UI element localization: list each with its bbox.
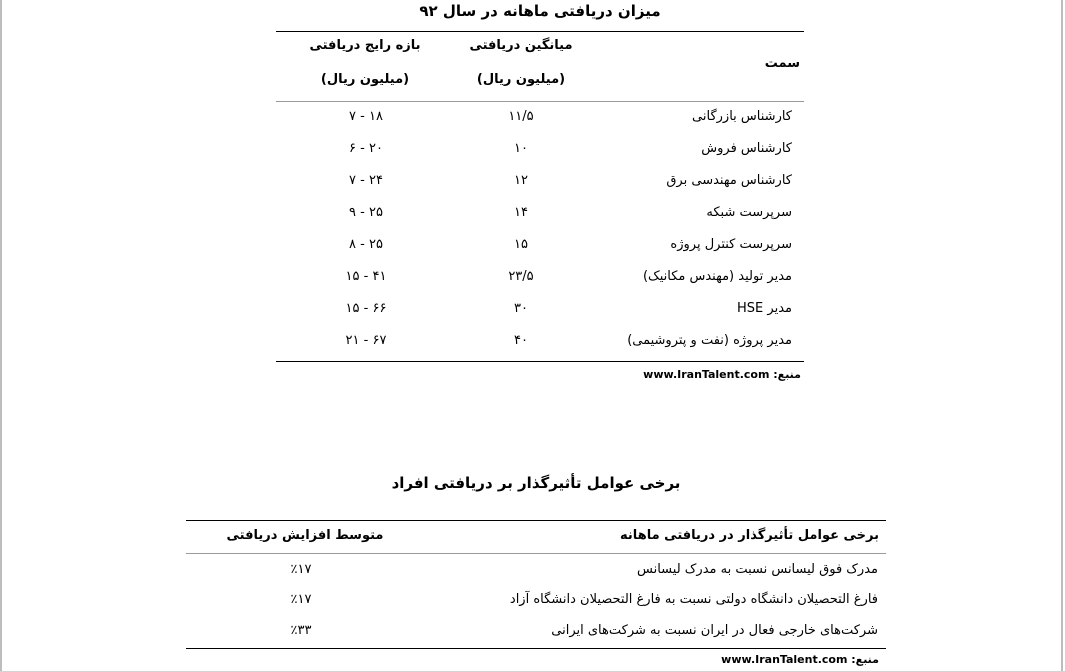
- page-left-border: [0, 0, 2, 671]
- job-title: مدیر پروژه (نفت و پتروشیمی): [627, 333, 792, 348]
- header-range-line2: (میلیون ریال): [320, 72, 410, 87]
- table-row: [276, 293, 792, 325]
- avg-salary: ۱۵: [514, 237, 528, 252]
- factor-text: فارغ التحصیلان دانشگاه دولتی نسبت به فارغ التحصیلان دانشگاه آزاد: [509, 592, 878, 607]
- salary-range: ۱۵ - ۶۶: [345, 301, 387, 316]
- factor-text: شرکت‌های خارجی فعال در ایران نسبت به شرکت‌های ایرانی: [551, 623, 878, 638]
- salary-range: ۷ - ۲۴: [349, 173, 383, 188]
- table-row: [276, 197, 792, 229]
- table-row: [276, 165, 792, 197]
- salary-range: ۱۵ - ۴۱: [345, 269, 387, 284]
- job-title: کارشناس بازرگانی: [692, 109, 792, 124]
- job-title: کارشناس مهندسی برق: [666, 173, 792, 188]
- factor-text: مدرک فوق لیسانس نسبت به مدرک لیسانس: [637, 562, 878, 577]
- table-row: [276, 101, 792, 133]
- avg-salary: ۲۳/۵: [508, 269, 534, 284]
- table2-source: منبع: www.IranTalent.com: [721, 653, 879, 666]
- increase-percent: ٪۳۳: [290, 623, 312, 638]
- table-row: [186, 584, 878, 616]
- table-row: [276, 229, 792, 261]
- salary-range: ۸ - ۲۵: [349, 237, 383, 252]
- table-row: [276, 133, 792, 165]
- salary-range: ۷ - ۱۸: [349, 109, 383, 124]
- increase-percent: ٪۱۷: [290, 562, 312, 577]
- header-increase: متوسط افزایش دریافتی: [226, 528, 384, 543]
- job-title: سرپرست کنترل پروژه: [670, 237, 792, 252]
- job-title: مدیر HSE: [737, 301, 792, 316]
- job-title: کارشناس فروش: [701, 141, 792, 156]
- avg-salary: ۱۴: [514, 205, 528, 220]
- salary-range: ۲۱ - ۶۷: [345, 333, 387, 348]
- table1-bottom-rule: [276, 361, 804, 362]
- table-row: [276, 261, 792, 293]
- table1-source: منبع: www.IranTalent.com: [643, 368, 801, 381]
- page-right-border: [1061, 0, 1063, 671]
- table2-top-rule: [186, 520, 886, 521]
- table1-top-rule: [276, 31, 804, 32]
- job-title: سرپرست شبکه: [706, 205, 792, 220]
- table2-title: برخی عوامل تأثیرگذار بر دریافتی افراد: [391, 474, 681, 492]
- table-row: [186, 615, 878, 647]
- table-row: [186, 554, 878, 586]
- salary-range: ۶ - ۲۰: [349, 141, 383, 156]
- avg-salary: ۱۲: [514, 173, 528, 188]
- avg-salary: ۳۰: [514, 301, 528, 316]
- avg-salary: ۱۱/۵: [508, 109, 534, 124]
- avg-salary: ۱۰: [514, 141, 528, 156]
- header-range-line1: بازه رایج دریافتی: [309, 38, 421, 53]
- header-factor: برخی عوامل تأثیرگذار در دریافتی ماهانه: [620, 528, 879, 543]
- avg-salary: ۴۰: [514, 333, 528, 348]
- table2-bottom-rule: [186, 648, 886, 649]
- header-avg-line2: (میلیون ریال): [476, 72, 566, 87]
- increase-percent: ٪۱۷: [290, 592, 312, 607]
- job-title: مدیر تولید (مهندس مکانیک): [642, 269, 792, 284]
- salary-range: ۹ - ۲۵: [349, 205, 383, 220]
- table-row: [276, 325, 792, 357]
- table1-title: میزان دریافتی ماهانه در سال ۹۲: [419, 2, 661, 20]
- header-job: سمت: [764, 56, 800, 71]
- header-avg-line1: میانگین دریافتی: [469, 38, 573, 53]
